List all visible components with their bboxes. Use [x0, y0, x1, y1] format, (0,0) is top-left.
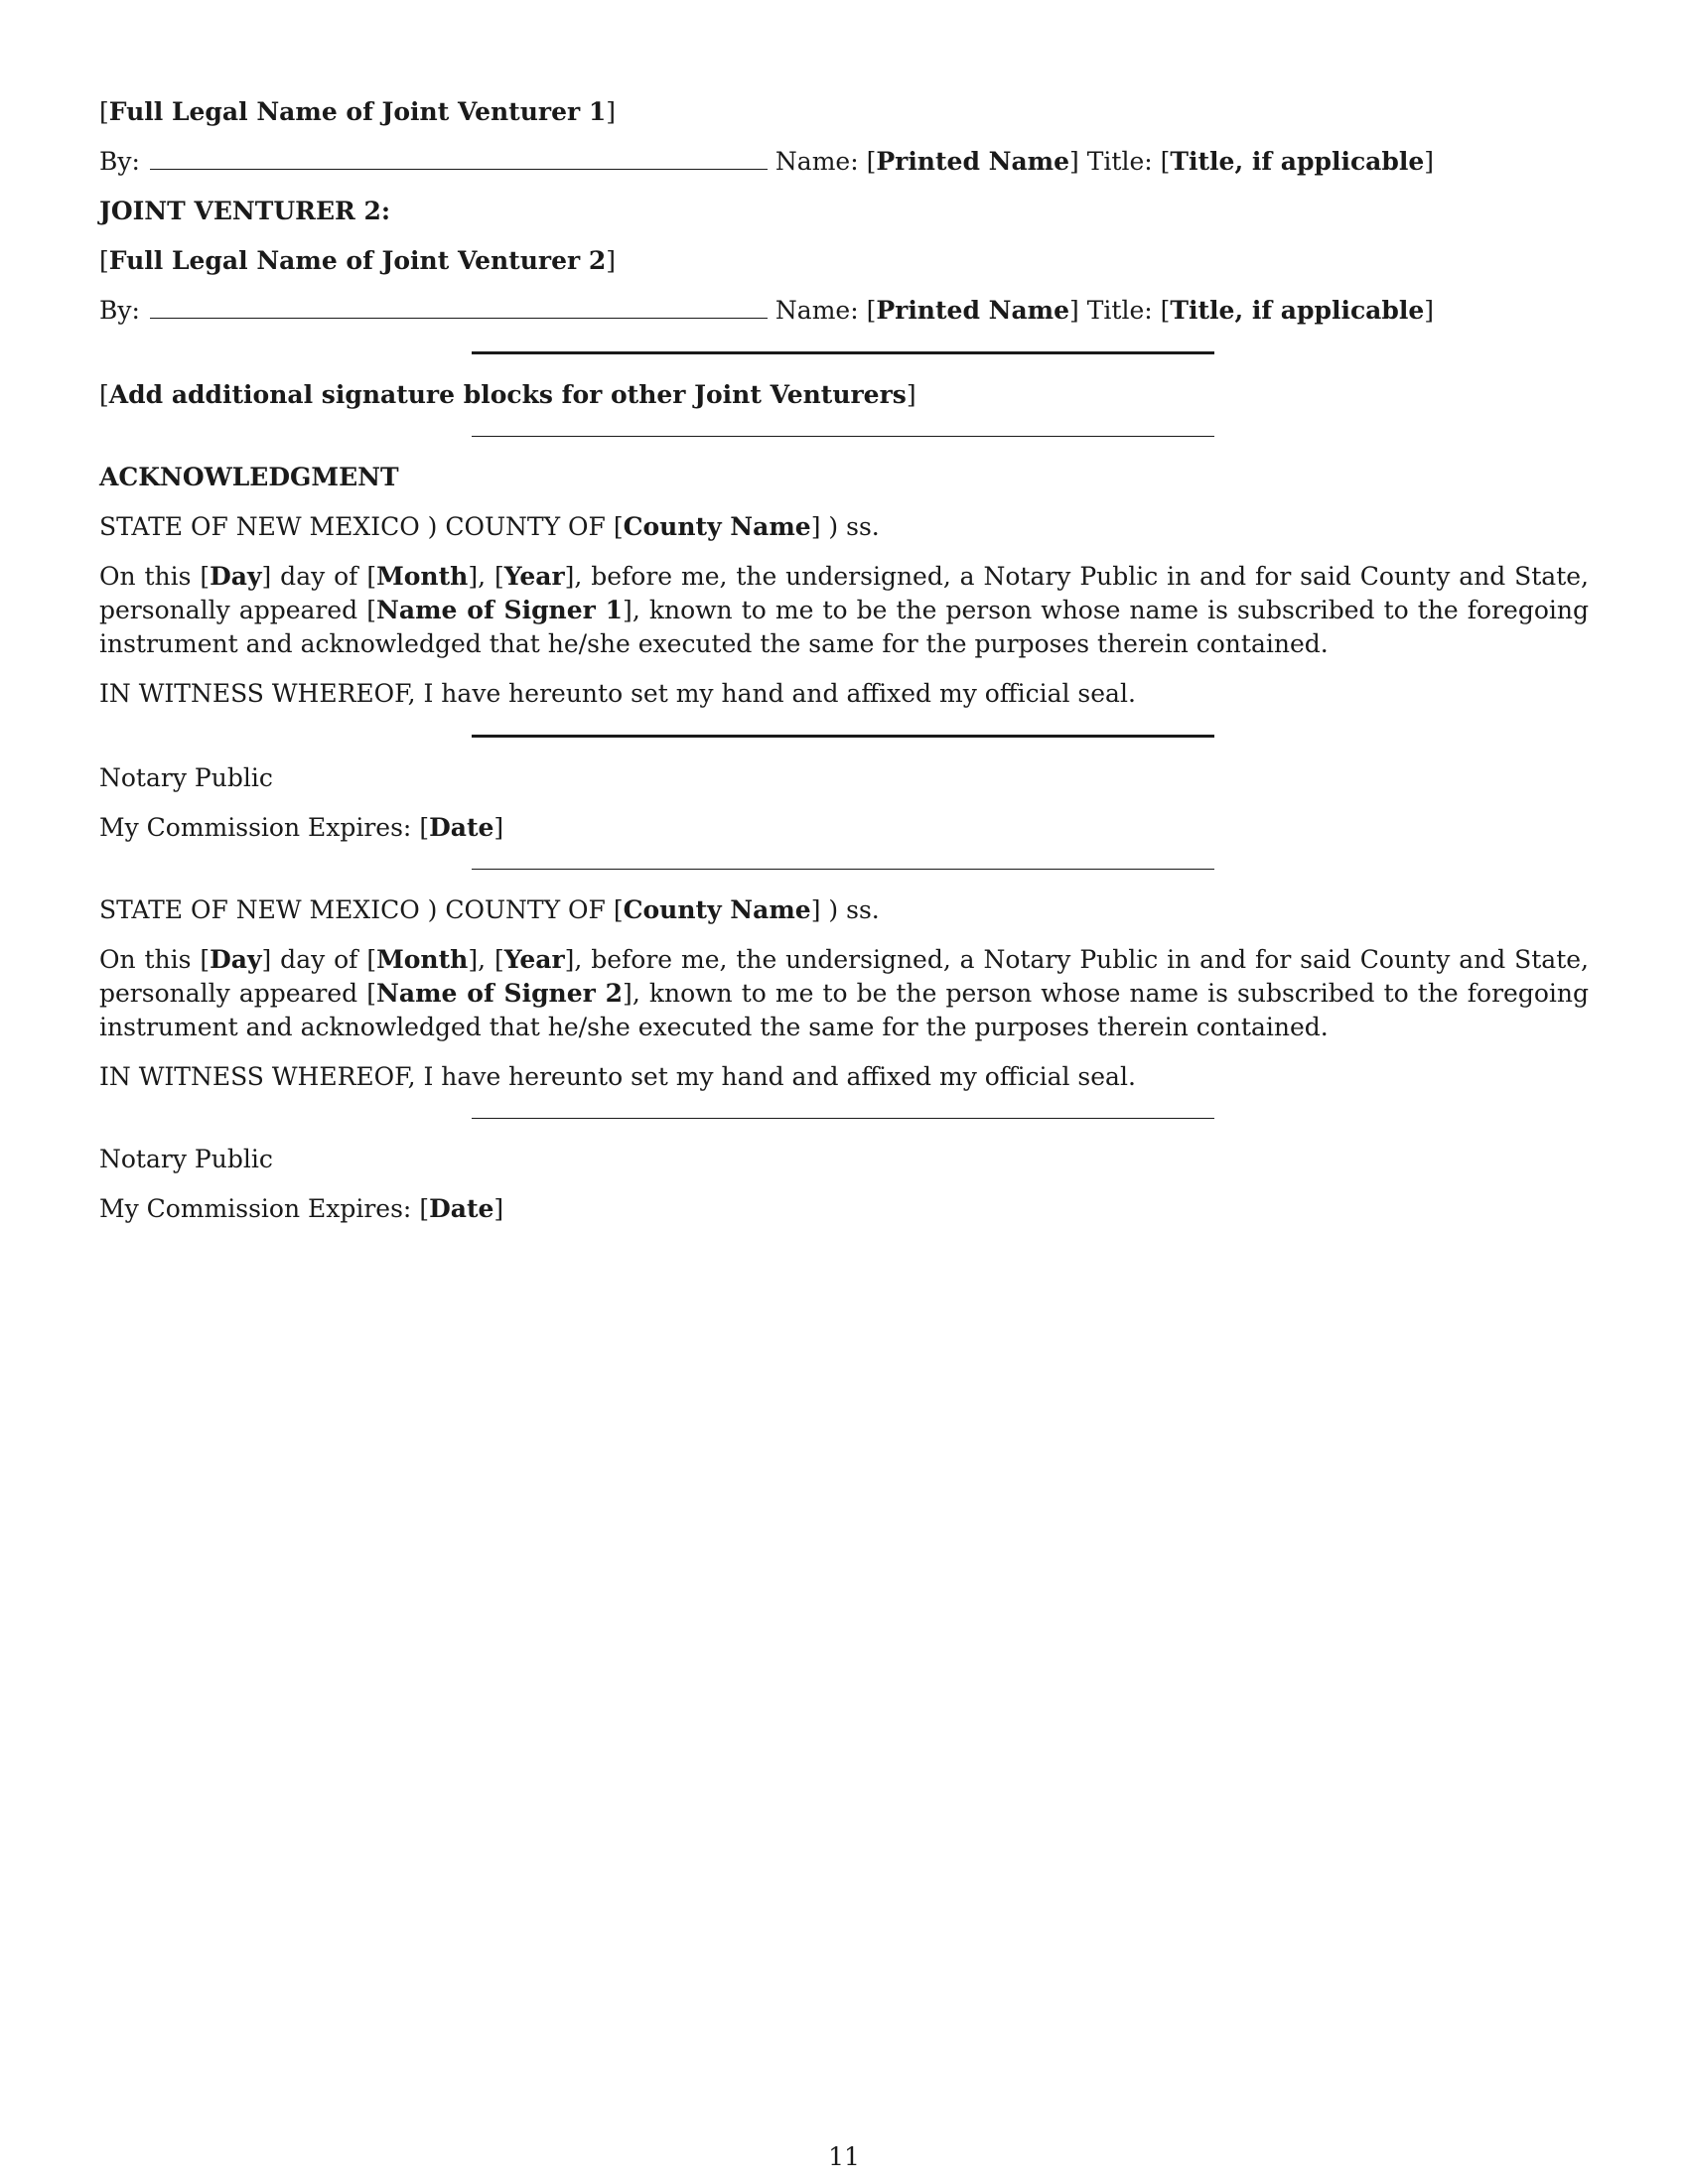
jv2-title-value: Title, if applicable — [1170, 296, 1425, 325]
jv2-signature-line: By: Name: [Printed Name] Title: [Title, if applicable] — [99, 296, 1435, 325]
jv1-legal-name-line: [Full Legal Name of Joint Venturer 1] — [99, 97, 617, 126]
jv1-signature-field[interactable] — [150, 147, 768, 170]
signer-name-2: Name of Signer 2 — [376, 979, 624, 1008]
year-1: Year — [503, 562, 565, 591]
venue-line-2: STATE OF NEW MEXICO ) COUNTY OF [County Name] ) ss. — [99, 895, 880, 924]
commission-date-2: Date — [429, 1194, 494, 1223]
jv1-signature-line: By: Name: [Printed Name] Title: [Title, if applicable] — [99, 147, 1435, 176]
jv1-legal-name: Full Legal Name of Joint Venturer 1 — [108, 97, 607, 126]
notary-signature-line-2[interactable] — [472, 1118, 1214, 1119]
jv1-printed-name: Printed Name — [876, 147, 1070, 176]
acknowledgment-paragraph-2: On this [Day] day of [Month], [Year], before me, the undersigned, a Notary Public in and for said County and State, personally appeared [Name of Signer 2], known to me to be the person whose name is subscribed to the foregoing instrument and acknowledged that he/she executed the same for the purposes therein contained. — [99, 945, 1589, 1041]
commission-expires-2: My Commission Expires: [Date] — [99, 1194, 504, 1223]
month-2: Month — [376, 945, 469, 974]
jv2-title-label: Title: — [1086, 296, 1153, 325]
witness-statement-2: IN WITNESS WHEREOF, I have hereunto set my hand and affixed my official seal. — [99, 1062, 1136, 1091]
acknowledgment-paragraph-1: On this [Day] day of [Month], [Year], before me, the undersigned, a Notary Public in and for said County and State, personally appeared [Name of Signer 1], known to me to be the person whose name is subscribed to the foregoing instrument and acknowledged that he/she executed the same for the purposes therein contained. — [99, 562, 1589, 658]
day-2: Day — [210, 945, 262, 974]
notary-public-label-1: Notary Public — [99, 763, 273, 792]
jv2-heading: JOINT VENTURER 2: — [99, 197, 391, 225]
jv2-name-label: Name: — [774, 296, 859, 325]
notary-public-label-2: Notary Public — [99, 1145, 273, 1173]
jv1-name-label: Name: — [774, 147, 859, 176]
day-1: Day — [210, 562, 262, 591]
jv2-legal-name: Full Legal Name of Joint Venturer 2 — [108, 246, 607, 275]
venue-line-1: STATE OF NEW MEXICO ) COUNTY OF [County Name] ) ss. — [99, 512, 880, 541]
additional-signature-blocks-note: [Add additional signature blocks for other Joint Venturers] — [99, 380, 916, 409]
county-name-2: County Name — [623, 895, 811, 924]
jv1-title-value: Title, if applicable — [1170, 147, 1425, 176]
page-number: 11 — [828, 2142, 860, 2171]
jv1-by-label: By: — [99, 147, 140, 176]
jv2-legal-name-line: [Full Legal Name of Joint Venturer 2] — [99, 246, 617, 275]
county-name-1: County Name — [623, 512, 811, 541]
witness-statement-1: IN WITNESS WHEREOF, I have hereunto set my hand and affixed my official seal. — [99, 679, 1136, 708]
divider — [472, 436, 1214, 437]
month-1: Month — [376, 562, 469, 591]
jv2-by-label: By: — [99, 296, 140, 325]
notary-signature-line-1[interactable] — [472, 735, 1214, 738]
jv2-signature-field[interactable] — [150, 296, 768, 319]
divider — [472, 869, 1214, 870]
acknowledgment-heading: ACKNOWLEDGMENT — [99, 463, 399, 491]
document-page — [99, 95, 1589, 1242]
jv1-title-label: Title: — [1086, 147, 1153, 176]
jv2-printed-name: Printed Name — [876, 296, 1070, 325]
divider — [472, 351, 1214, 354]
signer-name-1: Name of Signer 1 — [376, 596, 624, 624]
year-2: Year — [503, 945, 565, 974]
commission-expires-1: My Commission Expires: [Date] — [99, 813, 504, 842]
commission-date-1: Date — [429, 813, 494, 842]
